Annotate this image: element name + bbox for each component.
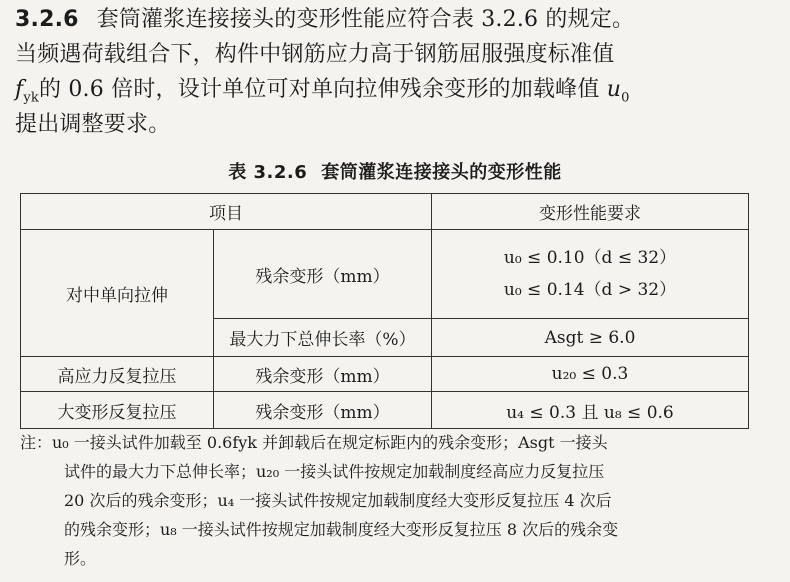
table-header-row — [21, 194, 749, 230]
item-cell: 最大力下总伸长率（%） — [214, 319, 432, 357]
clause-line-1 — [15, 2, 780, 37]
clause-line-3 — [15, 72, 780, 107]
requirement-line: u₀ ≤ 0.14（d > 32） — [503, 280, 677, 300]
table-title-text: 套筒灌浆连接接头的变形性能 — [321, 162, 562, 183]
group-cell: 高应力反复拉压 — [21, 357, 214, 392]
deformation-table — [20, 193, 749, 429]
note-line: 形。 — [64, 549, 97, 568]
fyk-subscript: yk — [23, 90, 39, 106]
clause-line-4: 提出调整要求。 — [15, 112, 171, 137]
table-number: 表 3.2.6 — [228, 162, 308, 183]
item-cell: 残余变形（mm） — [214, 230, 432, 319]
note-line: 注：u₀ 一接头试件加载至 0.6fyk 并卸载后在规定标距内的残余变形；Asgt 一接头 — [20, 433, 608, 452]
table-notes — [20, 428, 780, 573]
note-line: 试件的最大力下总伸长率；u₂₀ 一接头试件按规定加载制度经高应力反复拉压 — [64, 462, 605, 481]
table-row — [21, 357, 749, 392]
u0-symbol: u — [606, 77, 622, 102]
header-item: 项目 — [21, 194, 432, 230]
clause-paragraph — [15, 2, 780, 142]
requirement-cell: u₂₀ ≤ 0.3 — [432, 357, 749, 392]
requirement-cell — [432, 230, 749, 319]
u0-subscript: 0 — [621, 90, 630, 106]
group-cell: 大变形反复拉压 — [21, 392, 214, 429]
item-cell: 残余变形（mm） — [214, 357, 432, 392]
clause-number: 3.2.6 — [15, 7, 79, 32]
clause-text-3: 的 0.6 倍时，设计单位可对单向拉伸残余变形的加载峰值 — [38, 77, 600, 102]
requirement-cell: u₄ ≤ 0.3 且 u₈ ≤ 0.6 — [432, 392, 749, 429]
requirement-cell: Asgt ≥ 6.0 — [432, 319, 749, 357]
header-requirement: 变形性能要求 — [432, 194, 749, 230]
table-row — [21, 230, 749, 319]
note-line: 的残余变形；u₈ 一接头试件按规定加载制度经大变形反复拉压 8 次后的残余变 — [64, 520, 619, 539]
table-caption — [0, 158, 790, 184]
clause-line-2: 当频遇荷载组合下，构件中钢筋应力高于钢筋屈服强度标准值 — [15, 42, 615, 67]
table-row — [21, 392, 749, 429]
group-cell: 对中单向拉伸 — [21, 230, 214, 357]
item-cell: 残余变形（mm） — [214, 392, 432, 429]
requirement-line: u₀ ≤ 0.10（d ≤ 32） — [503, 248, 677, 268]
fyk-symbol: f — [15, 77, 24, 102]
clause-text-1: 套筒灌浆连接接头的变形性能应符合表 3.2.6 的规定。 — [96, 7, 635, 32]
note-line: 20 次后的残余变形；u₄ 一接头试件按规定加载制度经大变形反复拉压 4 次后 — [64, 491, 612, 510]
